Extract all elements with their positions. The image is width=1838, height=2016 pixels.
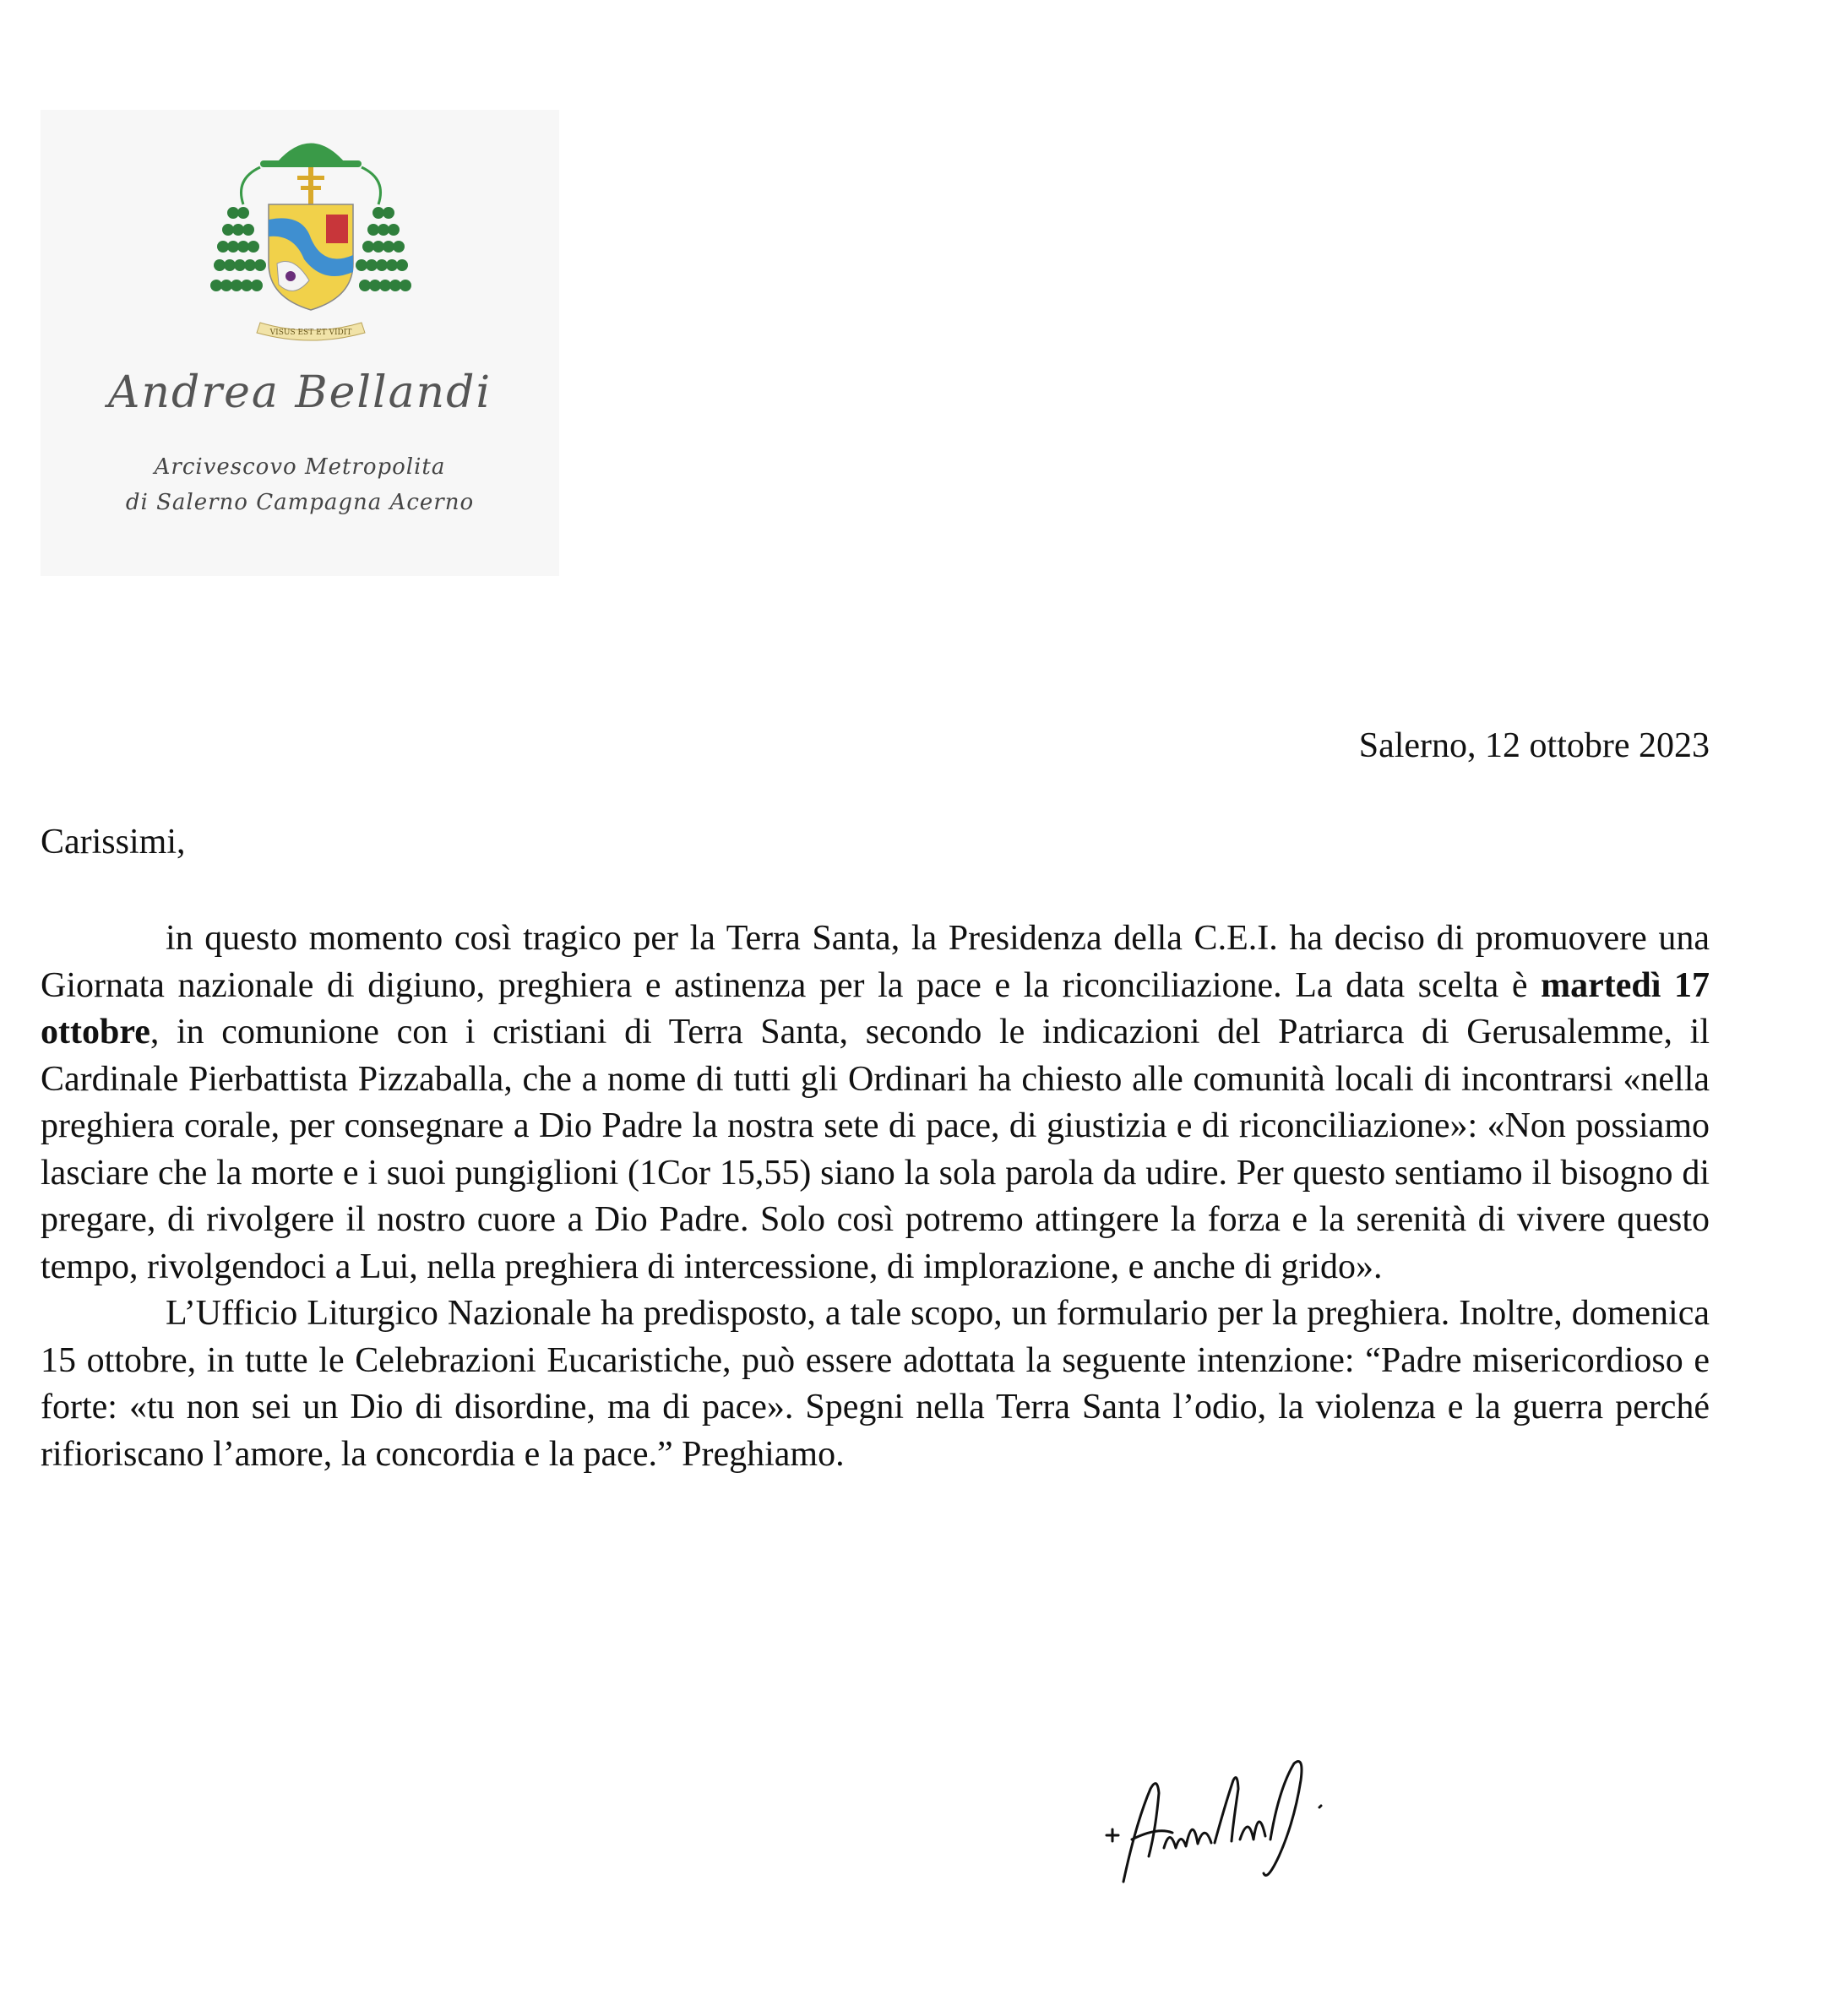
letter-date: Salerno, 12 ottobre 2023	[1358, 726, 1710, 765]
paragraph-2: L’Ufficio Liturgico Nazionale ha predisposto, a tale scopo, un formulario per la preghiera. Inoltre, domenica 15 ottobre, in tutte le Celebrazioni Eucaristiche, può essere adottata la seguente intenzione: “Padre misericordioso e forte: «tu non sei un Dio di disordine, ma di pace». Spegni nella Terra Santa l’odio, la violenza e la guerra perché rifioriscano l’amore, la concordia e la pace.” Preghiamo.	[41, 1294, 1710, 1474]
paragraph-1	[41, 916, 1710, 1291]
letterhead	[41, 110, 559, 576]
sender-title: Arcivescovo Metropolita	[154, 454, 446, 480]
paragraph-1-part-1: in questo momento così tragico per la Terra Santa, la Presidenza della C.E.I. ha deciso di promuovere una Giornata nazionale di digiuno, preghiera e astinenza per la pace e la riconciliazione. La data scelta è	[41, 919, 1710, 1005]
coat-of-arms	[209, 120, 412, 365]
sender-diocese: di Salerno Campagna Acerno	[125, 490, 475, 515]
salutation: Carissimi,	[41, 823, 186, 861]
paragraph-1-part-2: , in comunione con i cristiani di Terra Santa, secondo le indicazioni del Patriarca di Gerusalemme, il Cardinale Pierbattista Pizzaballa, che a nome di tutti gli Ordinari ha chiesto alle comunità locali di incontrarsi «nella preghiera corale, per consegnare a Dio Padre la nostra sete di pace, di giustizia e di riconciliazione»: «Non possiamo lasciare che la morte e i suoi pungiglioni (1Cor 15,55) siano la sola parola da udire. Per questo sentiamo il bisogno di pregare, di rivolgere il nostro cuore a Dio Padre. Solo così potremo attingere la forza e la serenità di vivere questo tempo, rivolgendoci a Lui, nella preghiera di intercessione, di implorazione, e anche di grido».	[41, 1013, 1710, 1286]
highlighted-date: martedì 17 ottobre	[41, 965, 1710, 1051]
letter-body	[41, 916, 1710, 1478]
sender-name: Andrea Bellandi	[107, 367, 492, 418]
motto-text: VISUS EST ET VIDIT	[269, 329, 352, 337]
handwritten-signature	[1098, 1755, 1351, 1899]
